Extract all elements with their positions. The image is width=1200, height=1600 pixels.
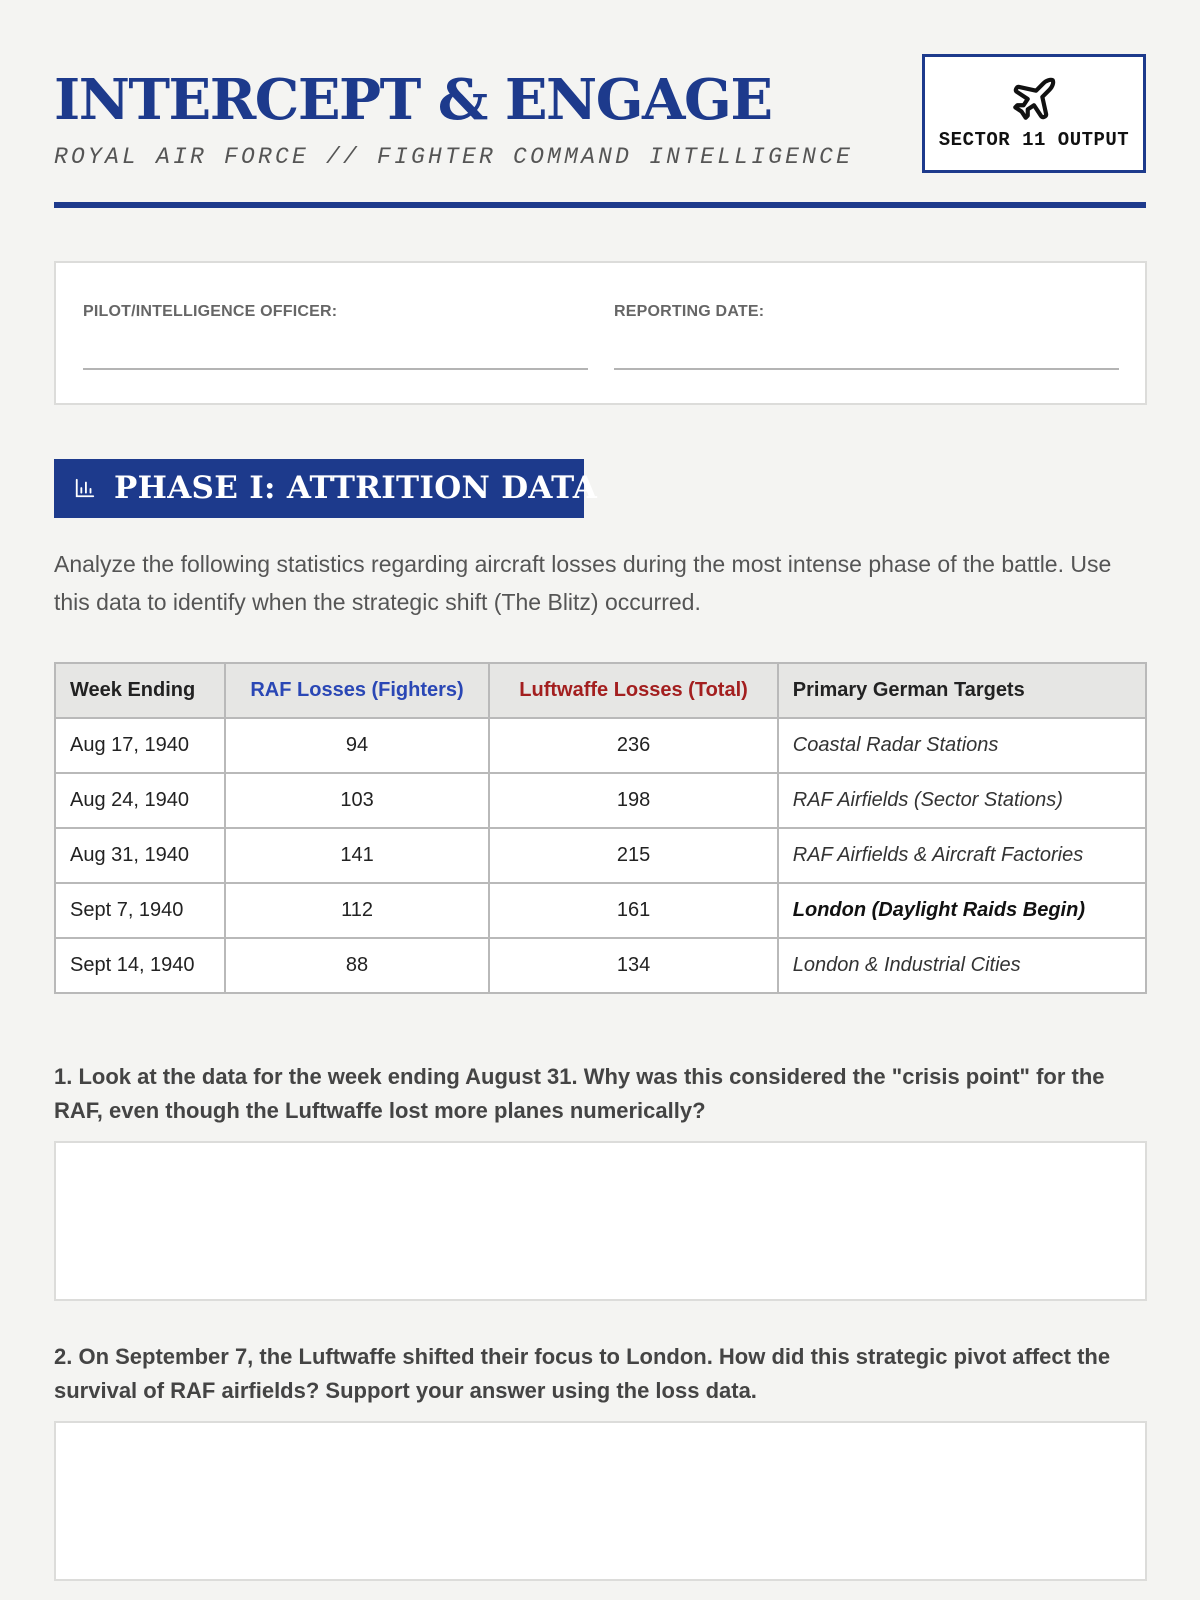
airplane-icon	[1009, 74, 1059, 124]
table-row	[55, 718, 1146, 773]
answer-box-1[interactable]	[54, 1141, 1147, 1301]
cell-target: London (Daylight Raids Begin)	[778, 883, 1146, 938]
cell-luftwaffe: 236	[489, 718, 777, 773]
cell-target: Coastal Radar Stations	[778, 718, 1146, 773]
cell-week: Aug 24, 1940	[55, 773, 225, 828]
cell-raf: 112	[225, 883, 490, 938]
bar-chart-icon	[74, 477, 96, 499]
answer-box-2[interactable]	[54, 1421, 1147, 1581]
header-primary-targets: Primary German Targets	[778, 663, 1146, 718]
cell-week: Aug 17, 1940	[55, 718, 225, 773]
header-raf-losses: RAF Losses (Fighters)	[225, 663, 490, 718]
header-luftwaffe-losses: Luftwaffe Losses (Total)	[489, 663, 777, 718]
section-banner	[54, 459, 598, 518]
page-subtitle: ROYAL AIR FORCE // FIGHTER COMMAND INTELLIGENCE	[54, 144, 854, 170]
section-title: PHASE I: ATTRITION DATA	[114, 470, 598, 506]
cell-target: RAF Airfields & Aircraft Factories	[778, 828, 1146, 883]
officer-field[interactable]	[83, 303, 588, 370]
cell-target: RAF Airfields (Sector Stations)	[778, 773, 1146, 828]
cell-target: London & Industrial Cities	[778, 938, 1146, 993]
cell-week: Aug 31, 1940	[55, 828, 225, 883]
cell-raf: 94	[225, 718, 490, 773]
question-2: 2. On September 7, the Luftwaffe shifted their focus to London. How did this strategic pivot affect the survival of RAF airfields? Support your answer using the loss data.	[54, 1344, 1111, 1403]
table-row	[55, 773, 1146, 828]
cell-raf: 141	[225, 828, 490, 883]
officer-input-line[interactable]	[83, 368, 588, 370]
table-row	[55, 828, 1146, 883]
date-field[interactable]	[614, 303, 1119, 370]
question-1: 1. Look at the data for the week ending August 31. Why was this considered the "crisis point" for the RAF, even though the Luftwaffe lost more planes numerically?	[54, 1064, 1105, 1123]
date-label: REPORTING DATE:	[614, 303, 765, 320]
header-week-ending: Week Ending	[55, 663, 225, 718]
table-row	[55, 883, 1146, 938]
attrition-table	[54, 662, 1147, 994]
cell-luftwaffe: 215	[489, 828, 777, 883]
table-header-row	[55, 663, 1146, 718]
date-input-line[interactable]	[614, 368, 1119, 370]
section-intro: Analyze the following statistics regarding aircraft losses during the most intense phase of the battle. Use this data to identify when the strategic shift (The Blitz) occurred.	[54, 551, 1112, 615]
cell-luftwaffe: 161	[489, 883, 777, 938]
officer-info-box	[54, 261, 1147, 405]
header	[54, 54, 1146, 208]
cell-raf: 103	[225, 773, 490, 828]
cell-week: Sept 7, 1940	[55, 883, 225, 938]
sector-stamp	[922, 54, 1146, 173]
cell-luftwaffe: 134	[489, 938, 777, 993]
cell-luftwaffe: 198	[489, 773, 777, 828]
officer-label: PILOT/INTELLIGENCE OFFICER:	[83, 303, 338, 320]
table-row	[55, 938, 1146, 993]
cell-week: Sept 14, 1940	[55, 938, 225, 993]
stamp-label: SECTOR 11 OUTPUT	[938, 129, 1130, 151]
cell-raf: 88	[225, 938, 490, 993]
page-title: INTERCEPT & ENGAGE	[54, 67, 772, 133]
